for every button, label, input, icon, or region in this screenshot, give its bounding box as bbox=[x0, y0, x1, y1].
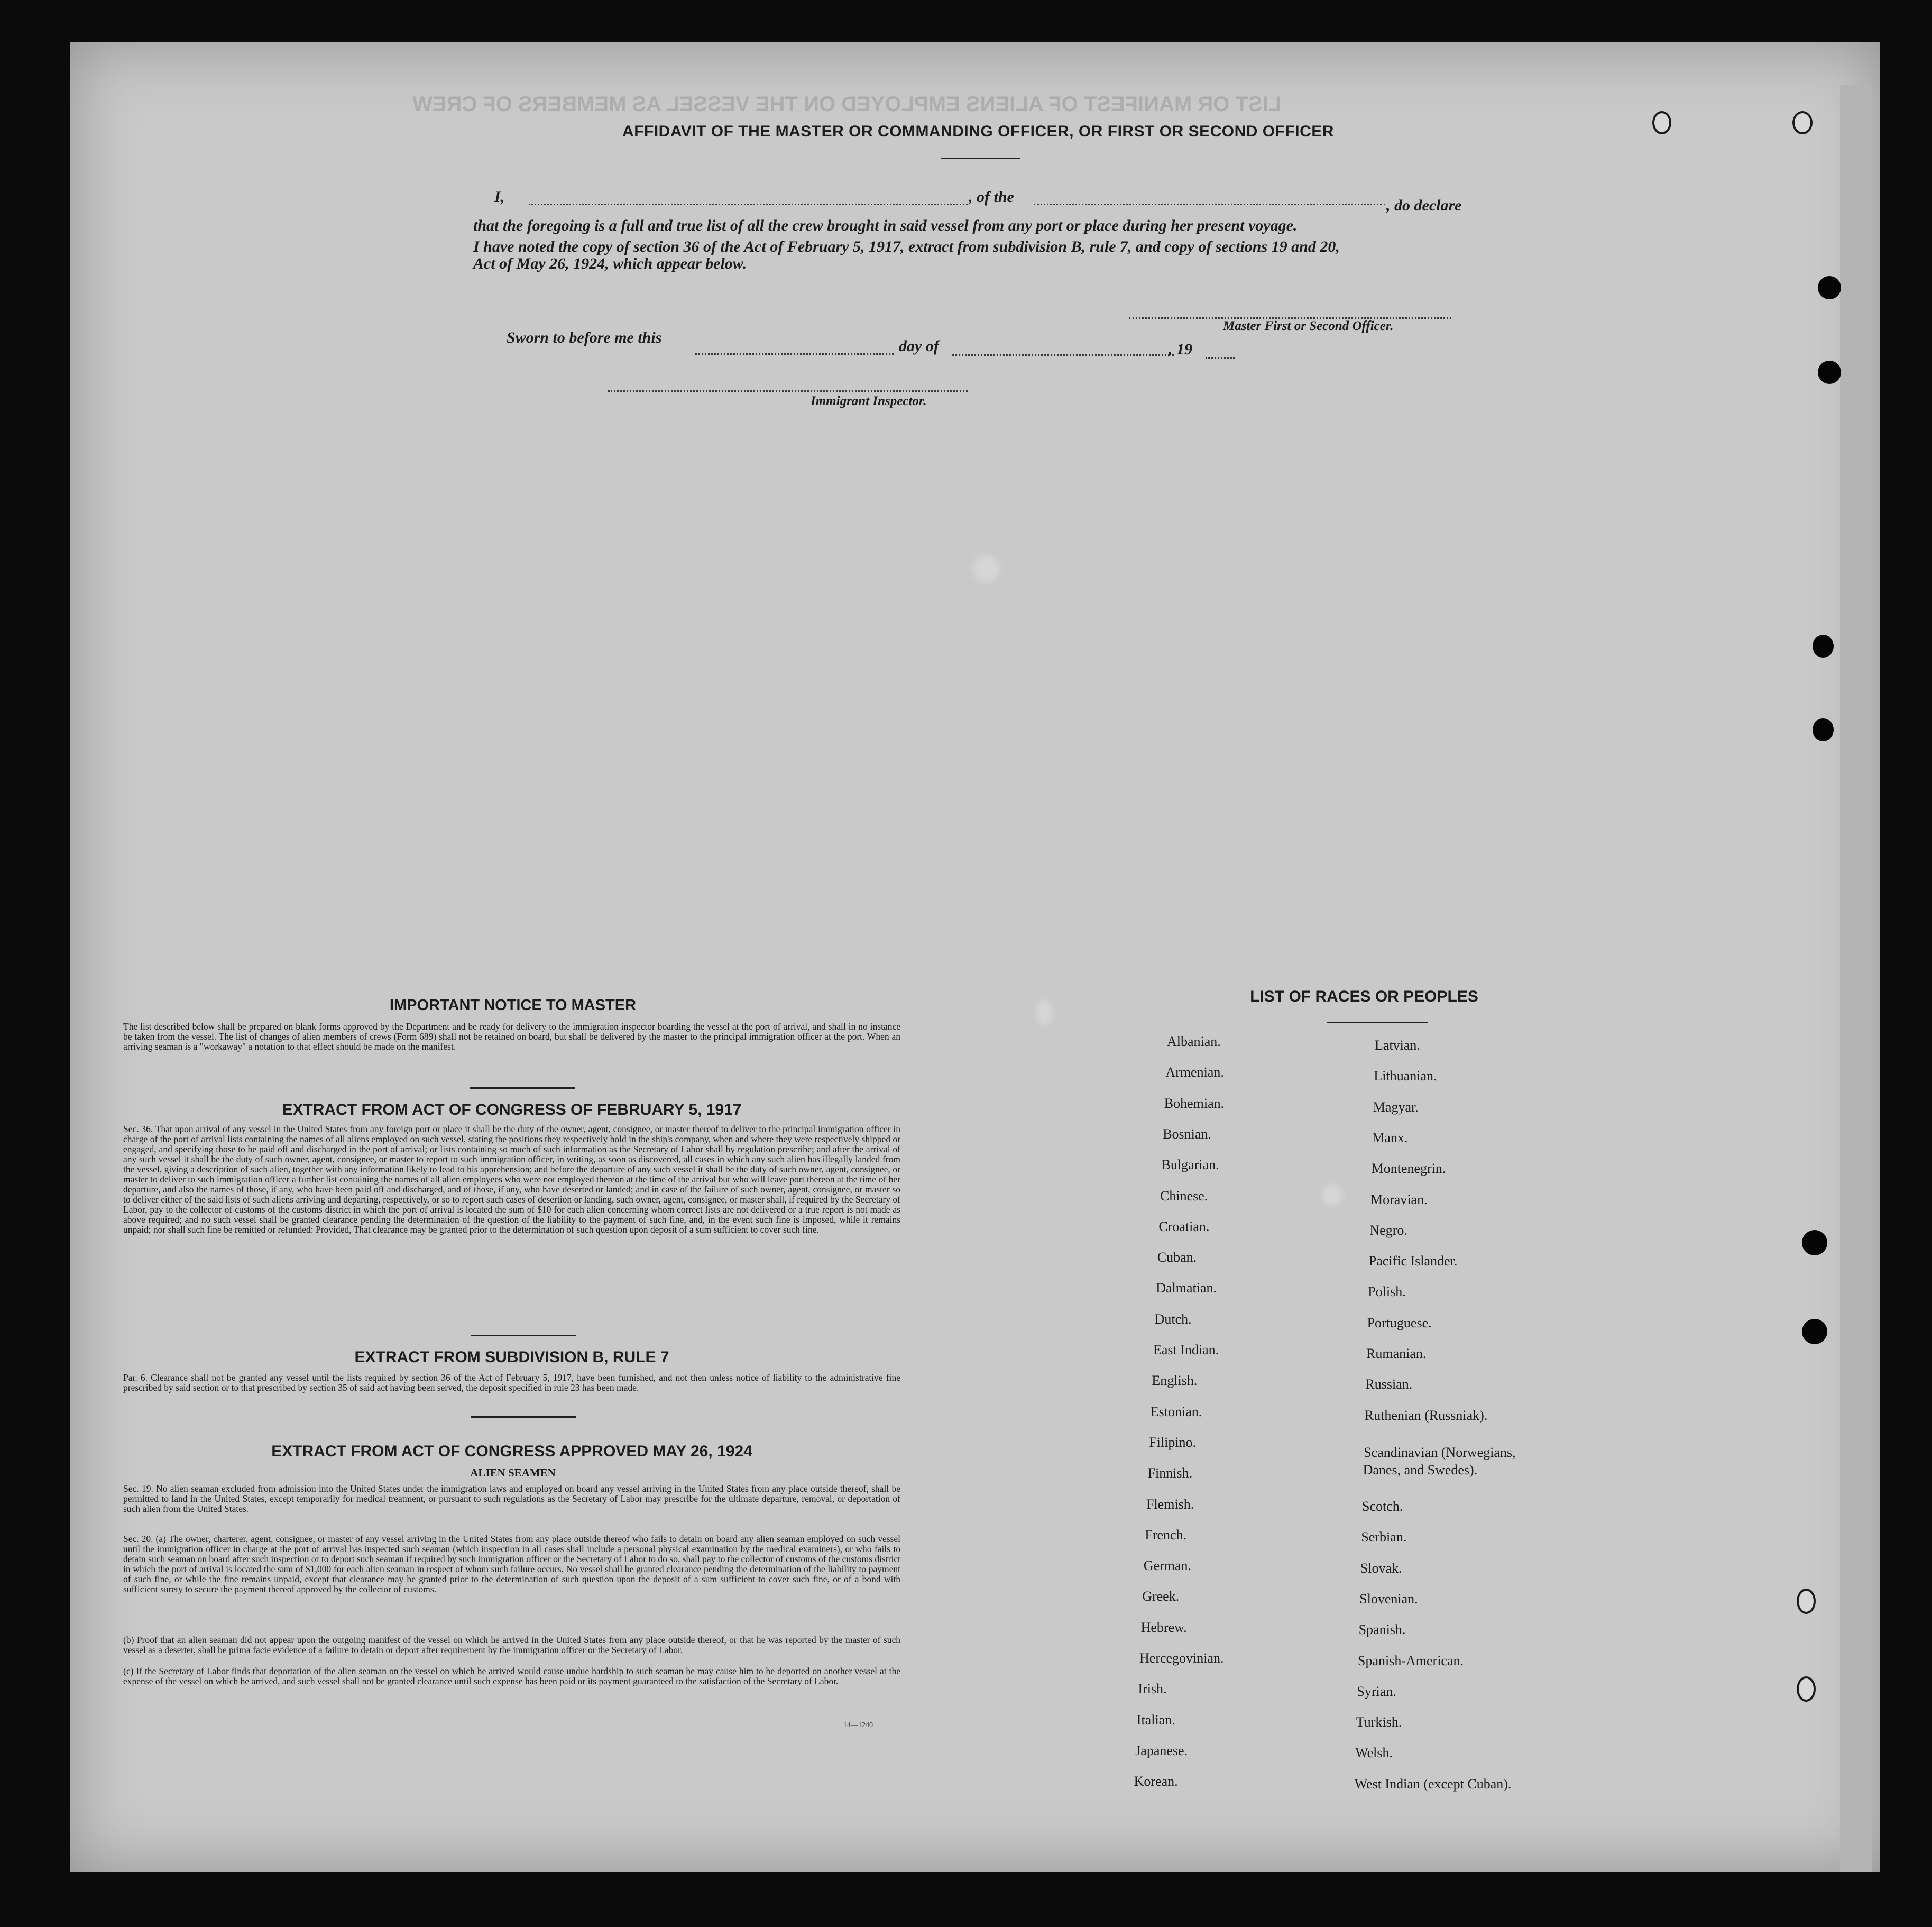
punch-hole bbox=[1797, 1676, 1816, 1702]
affidavit-line4: Act of May 26, 1924, which appear below. bbox=[473, 255, 747, 272]
race-item: Portuguese. bbox=[1367, 1315, 1432, 1330]
race-item: Turkish. bbox=[1356, 1714, 1402, 1730]
paper-stain bbox=[973, 555, 999, 582]
race-item: German. bbox=[1143, 1558, 1192, 1574]
race-item: Manx. bbox=[1372, 1130, 1408, 1145]
affidavit-declare: , do declare bbox=[1386, 197, 1462, 214]
race-item: Cuban. bbox=[1157, 1250, 1197, 1265]
punch-hole bbox=[1813, 718, 1834, 741]
race-item: Filipino. bbox=[1149, 1434, 1197, 1450]
races-underline bbox=[1327, 1022, 1428, 1023]
race-item: Italian. bbox=[1136, 1712, 1175, 1728]
sec19-body: Sec. 19. No alien seaman excluded from admission into the United States under the immigration laws and employed on board any vessel arriving in the United States from any place outside thereof, shall be permitted to land in the United States, except temporarily for medical treatment, or pursuant to such regulations as the Secretary of Labor may prescribe for the ultimate departure, removal, or deportation of such alien from the United States. bbox=[123, 1483, 900, 1514]
extract-rule7-title: EXTRACT FROM SUBDIVISION B, RULE 7 bbox=[354, 1348, 669, 1366]
race-item: Japanese. bbox=[1135, 1742, 1188, 1758]
race-item: West Indian (except Cuban). bbox=[1354, 1776, 1512, 1792]
extract-1917-body: Sec. 36. That upon arrival of any vessel in the United States from any foreign port or place it shall be the duty of the owner, agent, consignee, or master thereof to deliver to the principal immigration officer in charge of the port of arrival lists containing the names of all aliens employed on such vessel, stating the positions they respectively hold in the ship's company, when and where they were respectively shipped or engaged, and specifying those to be paid off and discharged in the port of arrival; or lists containing so much of such information as the Secretary of Labor shall by regulation prescribe; and after the arrival of any such vessel it shall be the duty of such owner, agent, consignee, or master to report to such immigration officer, in writing, as soon as discovered, all cases in which any such alien has illegally landed from the vessel, giving a description of such alien, together with any information likely to lead to his apprehension; and before the departure of any such vessel it shall be the duty of such owner, agent, consignee, or master to deliver to such immigration officer a further list containing the names of all alien employees who were not employed thereon at the time of the arrival but who will leave port thereon at the time of her departure, and also the names of those, if any, who have been paid off and discharged, and of those, if any, who have deserted or landed; and in case of the failure of such owner, agent, consignee, or master so to deliver either of the said lists of such aliens arriving and departing, respectively, or so to report such cases of desertion or landing, such owner, agent, consignee, or master shall, if required by the Secretary of Labor, pay to the collector of customs of the customs district in which the port of arrival is located the sum of $10 for each alien concerning whom correct lists are not delivered or a true report is not made as above required; and no such vessel shall be granted clearance pending the determination of the question of the liability to the payment of such fine, and, in the event such fine is imposed, while it remains unpaid; nor shall such fine be remitted or refunded: Provided, That clearance may be granted prior to the determination of such question upon deposit of a sum sufficient to cover such fine. bbox=[123, 1124, 900, 1235]
punch-hole bbox=[1652, 111, 1671, 134]
divider bbox=[470, 1087, 575, 1089]
sec20c-body: (c) If the Secretary of Labor finds that deportation of the alien seaman on the vessel on which he arrived would cause undue hardship to such seaman he may cause him to be deported on another vessel at the expense of the vessel on which he arrived, and such vessel shall not be granted clearance until such expense has been paid or its payment guaranteed to the satisfaction of the Secretary of Labor. bbox=[123, 1666, 900, 1686]
form-number: 14—1240 bbox=[843, 1721, 873, 1729]
race-item: Lithuanian. bbox=[1374, 1068, 1437, 1084]
race-item: Albanian. bbox=[1167, 1034, 1221, 1049]
race-item: Russian. bbox=[1365, 1377, 1413, 1392]
punch-hole bbox=[1792, 111, 1813, 134]
month-blank bbox=[952, 354, 1174, 356]
race-item: Hebrew. bbox=[1140, 1619, 1187, 1635]
race-item: Spanish. bbox=[1358, 1622, 1406, 1638]
punch-hole bbox=[1818, 361, 1841, 384]
race-item: Korean. bbox=[1134, 1774, 1178, 1790]
affidavit-line2: that the foregoing is a full and true list of all the crew brought in said vessel from any port or place during her present voyage. bbox=[473, 217, 1298, 234]
alien-seamen-subtitle: ALIEN SEAMEN bbox=[470, 1466, 556, 1479]
day-blank bbox=[695, 353, 894, 355]
race-item: Spanish-American. bbox=[1358, 1653, 1464, 1668]
race-item: Scotch. bbox=[1362, 1499, 1403, 1514]
race-item: Latvian. bbox=[1375, 1038, 1420, 1053]
divider bbox=[471, 1416, 576, 1418]
notice-title: IMPORTANT NOTICE TO MASTER bbox=[389, 997, 637, 1014]
race-item: East Indian. bbox=[1153, 1342, 1219, 1357]
sworn-text: Sworn to before me this bbox=[507, 329, 662, 346]
race-item: Irish. bbox=[1138, 1681, 1167, 1697]
punch-hole bbox=[1797, 1589, 1816, 1614]
race-item: Montenegrin. bbox=[1371, 1161, 1446, 1177]
race-item: Dutch. bbox=[1154, 1311, 1192, 1327]
punch-hole bbox=[1813, 635, 1834, 658]
race-item: Moravian. bbox=[1370, 1191, 1428, 1207]
notice-body: The list described below shall be prepared on blank forms approved by the Department and be ready for delivery to the immigration inspector boarding the vessel at the port of arrival, and shall in no instance be taken from the vessel. The list of changes of alien members of crews (Form 689) shall not be retained on board, but shall be delivered by the master to the principal immigration officer at the port. When an arriving seaman is a "workaway" a notation to that effect should be made on the manifest. bbox=[123, 1021, 900, 1052]
affidavit-line3: I have noted the copy of section 36 of the Act of February 5, 1917, extract from subdivision B, rule 7, and copy of sections 19 and 20, bbox=[473, 238, 1340, 255]
race-item: Serbian. bbox=[1361, 1529, 1407, 1545]
punch-hole bbox=[1802, 1319, 1827, 1344]
race-item: Bulgarian. bbox=[1161, 1157, 1219, 1173]
punch-hole bbox=[1818, 276, 1841, 299]
races-title: LIST OF RACES OR PEOPLES bbox=[1250, 988, 1478, 1005]
divider bbox=[471, 1335, 576, 1336]
race-item: Scandinavian (Norwegians, bbox=[1364, 1445, 1516, 1460]
race-item: Syrian. bbox=[1357, 1683, 1396, 1699]
race-item: Slovenian. bbox=[1359, 1591, 1418, 1607]
race-item: Armenian. bbox=[1165, 1065, 1224, 1080]
year-blank bbox=[1206, 357, 1235, 359]
paper-sheet bbox=[70, 42, 1880, 1872]
race-item: Chinese. bbox=[1160, 1188, 1208, 1204]
ghost-header: LIST OR MANIFEST OF ALIENS EMPLOYED ON THE VESSEL AS MEMBERS OF CREW bbox=[412, 93, 1282, 116]
extract-1917-title: EXTRACT FROM ACT OF CONGRESS OF FEBRUARY 5, 1917 bbox=[282, 1101, 742, 1118]
year-text: , 19 bbox=[1169, 341, 1192, 358]
name-blank bbox=[529, 204, 968, 205]
race-item: French. bbox=[1145, 1527, 1187, 1543]
day-of-text: day of bbox=[899, 337, 939, 355]
race-item: Welsh. bbox=[1355, 1745, 1393, 1761]
race-item: Flemish. bbox=[1146, 1496, 1194, 1512]
race-item: Negro. bbox=[1369, 1222, 1407, 1238]
race-item: Hercegovinian. bbox=[1139, 1650, 1224, 1666]
sec20a-body: Sec. 20. (a) The owner, charterer, agent, consignee, or master of any vessel arriving in the United States from any place outside thereof who fails to detain on board any alien seaman employed on such vessel until the immigration officer in charge at the port of arrival has inspected such seaman (which inspection in all cases shall include a personal physical examination by the medical examiners), or who fails to detain such seaman on board after such inspection or to deport such seaman if required by such immigration officer or the Secretary of Labor to do so, shall pay to the collector of customs of the customs district in which the port of arrival is located the sum of $1,000 for each alien seaman in respect of whom such failure occurs. No vessel shall be granted clearance pending the determination of the liability to payment of such fine, or while the fine remains unpaid, except that clearance may be granted prior to the determination of such question upon the deposit of a sum sufficient to cover such fine, or of a bond with sufficient surety to secure the payment thereof approved by the collector of customs. bbox=[123, 1534, 900, 1594]
race-item: Polish. bbox=[1368, 1284, 1406, 1300]
race-item: Bosnian. bbox=[1163, 1126, 1211, 1142]
race-item: Finnish. bbox=[1147, 1465, 1193, 1481]
punch-hole bbox=[1802, 1230, 1827, 1255]
inspector-signature-blank bbox=[608, 390, 968, 392]
race-item: Magyar. bbox=[1373, 1099, 1419, 1115]
race-item: Slovak. bbox=[1360, 1560, 1402, 1576]
master-label: Master First or Second Officer. bbox=[1223, 319, 1394, 333]
inspector-label: Immigrant Inspector. bbox=[811, 394, 927, 408]
paper-stain bbox=[1322, 1185, 1343, 1206]
title-underline bbox=[941, 158, 1020, 159]
race-item: Dalmatian. bbox=[1156, 1280, 1217, 1296]
affidavit-title: AFFIDAVIT OF THE MASTER OR COMMANDING OFFICER, OR FIRST OR SECOND OFFICER bbox=[622, 123, 1334, 140]
paper-edge bbox=[1840, 85, 1872, 1872]
affidavit-i: I, bbox=[494, 188, 505, 206]
sec20b-body: (b) Proof that an alien seaman did not appear upon the outgoing manifest of the vessel on which he arrived in the United States from any place outside thereof, or that he was reported by the master of such vessel as a deserter, shall be prima facie evidence of a failure to detain or deport after requirement by the immigration officer or the Secretary of Labor. bbox=[123, 1635, 900, 1655]
vessel-blank bbox=[1034, 204, 1385, 205]
extract-rule7-body: Par. 6. Clearance shall not be granted any vessel until the lists required by section 36 of the Act of February 5, 1917, have been furnished, and not then unless notice of liability to the administrative fine prescribed by said section or to that prescribed by section 35 of said act having been served, the deposit specified in rule 23 has been made. bbox=[123, 1372, 900, 1393]
affidavit-of-the: , of the bbox=[969, 188, 1014, 206]
race-item: Pacific Islander. bbox=[1368, 1253, 1458, 1269]
race-item: Greek. bbox=[1142, 1589, 1180, 1604]
race-item: Ruthenian (Russniak). bbox=[1364, 1407, 1488, 1423]
paper-stain bbox=[1036, 999, 1052, 1026]
extract-1924-title: EXTRACT FROM ACT OF CONGRESS APPROVED MAY 26, 1924 bbox=[271, 1443, 752, 1460]
race-item: Croatian. bbox=[1158, 1218, 1210, 1234]
race-item: Bohemian. bbox=[1164, 1095, 1225, 1111]
race-item: Danes, and Swedes). bbox=[1363, 1462, 1478, 1478]
race-item: English. bbox=[1152, 1373, 1198, 1389]
race-item: Rumanian. bbox=[1366, 1346, 1427, 1361]
race-item: Estonian. bbox=[1150, 1403, 1202, 1419]
